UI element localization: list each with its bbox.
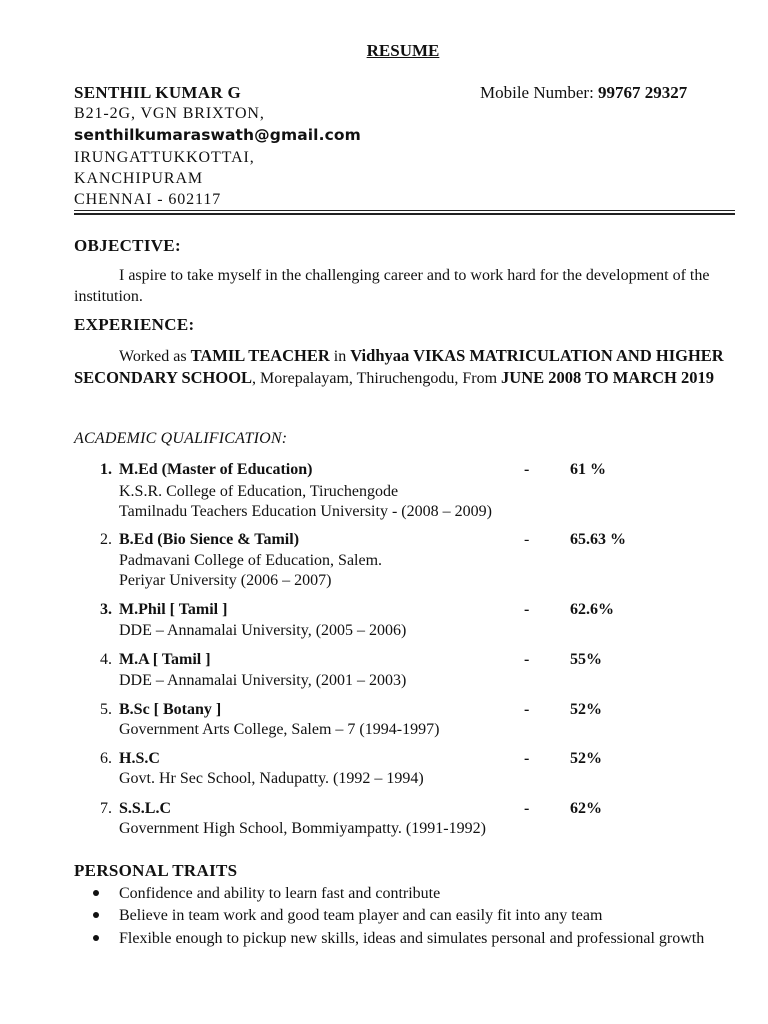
- trait-item: Confidence and ability to learn fast and contribute: [119, 885, 441, 902]
- qualification-number: 1.: [100, 461, 112, 478]
- header-divider-thick: [74, 213, 735, 215]
- bullet-icon: [93, 912, 99, 918]
- qualification-dash: -: [524, 800, 530, 817]
- qualification-institution: Government High School, Bommiyampatty. (1991-1992): [119, 820, 486, 837]
- qualification-title: B.Ed (Bio Sience & Tamil): [119, 531, 300, 548]
- qualification-title: M.A [ Tamil ]: [119, 651, 211, 668]
- qualification-university: Tamilnadu Teachers Education University - (2008 – 2009): [119, 503, 492, 520]
- qualification-percent: 62%: [570, 800, 602, 817]
- address-line-1: B21-2G, VGN BRIXTON,: [74, 105, 265, 122]
- qualification-number: 4.: [100, 651, 112, 668]
- address-line-4: CHENNAI - 602117: [74, 191, 222, 208]
- candidate-name: SENTHIL KUMAR G: [74, 83, 241, 102]
- qualification-institution: Padmavani College of Education, Salem.: [119, 552, 383, 569]
- qualification-title: M.Phil [ Tamil ]: [119, 601, 228, 618]
- mobile-label: Mobile Number:: [480, 83, 599, 102]
- qualification-institution: Government Arts College, Salem – 7 (1994-1997): [119, 721, 440, 738]
- qualification-dash: -: [524, 750, 530, 767]
- qualification-institution: K.S.R. College of Education, Tiruchengode: [119, 483, 399, 500]
- header-divider-thin: [74, 210, 735, 211]
- objective-heading: OBJECTIVE:: [74, 236, 181, 255]
- qualification-number: 3.: [100, 601, 112, 618]
- qualification-number: 5.: [100, 701, 112, 718]
- qualification-number: 7.: [100, 800, 112, 817]
- address-line-2: IRUNGATTUKKOTTAI,: [74, 149, 255, 166]
- qualification-number: 6.: [100, 750, 112, 767]
- bullet-icon: [93, 890, 99, 896]
- qualification-title: H.S.C: [119, 750, 160, 767]
- qualification-dash: -: [524, 461, 530, 478]
- qualification-percent: 62.6%: [570, 601, 614, 618]
- qualification-university: Periyar University (2006 – 2007): [119, 572, 332, 589]
- qualification-number: 2.: [100, 531, 112, 548]
- qualification-percent: 52%: [570, 750, 602, 767]
- qualification-percent: 52%: [570, 701, 602, 718]
- qualification-institution: DDE – Annamalai University, (2001 – 2003): [119, 672, 407, 689]
- experience-text: Worked as TAMIL TEACHER in Vidhyaa VIKAS MATRICULATION AND HIGHER SECONDARY SCHOOL, Morepalayam, Thiruchengodu, From JUNE 2008 TO MARCH 2019: [74, 346, 724, 387]
- trait-item: Flexible enough to pickup new skills, ideas and simulates personal and professional growth: [119, 930, 705, 947]
- email-address: senthilkumaraswath@gmail.com: [74, 126, 361, 144]
- objective-text: I aspire to take myself in the challenging career and to work hard for the development of the institution.: [74, 267, 710, 305]
- resume-title: RESUME: [366, 41, 440, 60]
- mobile-number: [480, 83, 687, 103]
- qualification-dash: -: [524, 531, 530, 548]
- qualification-institution: Govt. Hr Sec School, Nadupatty. (1992 – 1994): [119, 770, 424, 787]
- qualification-percent: 61 %: [570, 461, 606, 478]
- qualification-title: B.Sc [ Botany ]: [119, 701, 222, 718]
- qualification-percent: 65.63 %: [570, 531, 626, 548]
- bullet-icon: [93, 935, 99, 941]
- address-line-3: KANCHIPURAM: [74, 170, 204, 187]
- experience-heading: EXPERIENCE:: [74, 315, 195, 334]
- qualification-title: M.Ed (Master of Education): [119, 461, 313, 478]
- mobile-value: 99767 29327: [598, 83, 688, 102]
- qualification-dash: -: [524, 701, 530, 718]
- qualification-dash: -: [524, 651, 530, 668]
- qualification-percent: 55%: [570, 651, 602, 668]
- academic-heading: ACADEMIC QUALIFICATION:: [74, 430, 288, 447]
- personal-traits-heading: PERSONAL TRAITS: [74, 861, 238, 880]
- qualification-institution: DDE – Annamalai University, (2005 – 2006): [119, 622, 407, 639]
- trait-item: Believe in team work and good team player and can easily fit into any team: [119, 907, 603, 924]
- qualification-dash: -: [524, 601, 530, 618]
- qualification-title: S.S.L.C: [119, 800, 172, 817]
